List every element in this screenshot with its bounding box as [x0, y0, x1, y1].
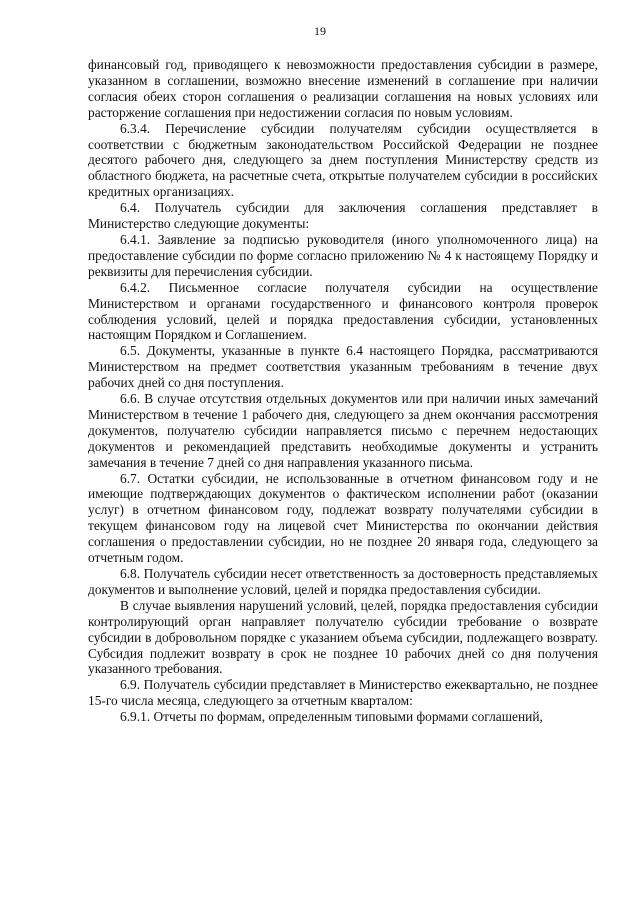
page-number: 19 [314, 24, 326, 38]
paragraph-6-8-violations: В случае выявления нарушений условий, целей, порядка предоставления субсидии контролирующий орган направляет получателю субсидии требование о возврате субсидии в добровольном порядке с указанием объема субсидии, подлежащего возврату. Субсидия подлежит возврату в срок не позднее 10 рабочих дней со дня получения указанного требования. [88, 597, 598, 677]
paragraph-continuation: финансовый год, приводящего к невозможности предоставления субсидии в размере, указанном в соглашении, возможно внесение изменений в соглашение при наличии согласия обеих сторон соглашения о реализации соглашения на новых условиях или расторжение соглашения при недостижении согласия по новым условиям. [88, 57, 598, 120]
paragraph-6-3-4: 6.3.4. Перечисление субсидии получателям субсидии осуществляется в соответствии с бюджетным законодательством Российской Федерации не позднее десятого рабочего дня, следующего за днем поступления Министерству средств из областного бюджета, на расчетные счета, открытые получателем субсидии в российских кредитных организациях. [88, 120, 598, 200]
paragraph-6-8: 6.8. Получатель субсидии несет ответственность за достоверность представляемых документов и выполнение условий, целей и порядка предоставления субсидии. [88, 566, 598, 597]
paragraph-6-5: 6.5. Документы, указанные в пункте 6.4 настоящего Порядка, рассматриваются Министерством на предмет соответствия указанным требованиям в течение двух рабочих дней со дня поступления. [88, 343, 598, 391]
paragraph-6-9-1: 6.9.1. Отчеты по формам, определенным типовыми формами соглашений, [120, 709, 543, 725]
document-body [88, 57, 598, 725]
paragraph-6-6: 6.6. В случае отсутствия отдельных документов или при наличии иных замечаний Министерством в течение 1 рабочего дня, следующего за днем окончания рассмотрения документов, получателю субсидии направляется письмо с перечнем недостающих документов и рекомендацией представить необходимые документы и устранить замечания в течение 7 дней со дня направления указанного письма. [88, 391, 598, 470]
paragraph-6-4-2: 6.4.2. Письменное согласие получателя субсидии на осуществление Министерством и органами государственного и финансового контроля проверок соблюдения условий, целей и порядка предоставления субсидии, установленных настоящим Порядком и Соглашением. [88, 279, 598, 343]
paragraph-6-4: 6.4. Получатель субсидии для заключения соглашения представляет в Министерство следующие документы: [88, 200, 598, 232]
paragraph-6-9: 6.9. Получатель субсидии представляет в Министерство ежеквартально, не позднее 15-го числа месяца, следующего за отчетным кварталом: [88, 677, 598, 709]
paragraph-6-7: 6.7. Остатки субсидии, не использованные в отчетном финансовом году и не имеющие подтверждающих документов о фактическом исполнении работ (оказании услуг) в отчетном финансовом году, подлежат возврату получателями субсидии в текущем финансовом году на лицевой счет Министерства по окончании действия соглашения о предоставлении субсидии, но не позднее 20 января года, следующего за отчетным годом. [88, 470, 598, 566]
paragraph-6-4-1: 6.4.1. Заявление за подписью руководителя (иного уполномоченного лица) на предоставление субсидии по форме согласно приложению № 4 к настоящему Порядку и реквизиты для перечисления субсидии. [88, 231, 598, 279]
